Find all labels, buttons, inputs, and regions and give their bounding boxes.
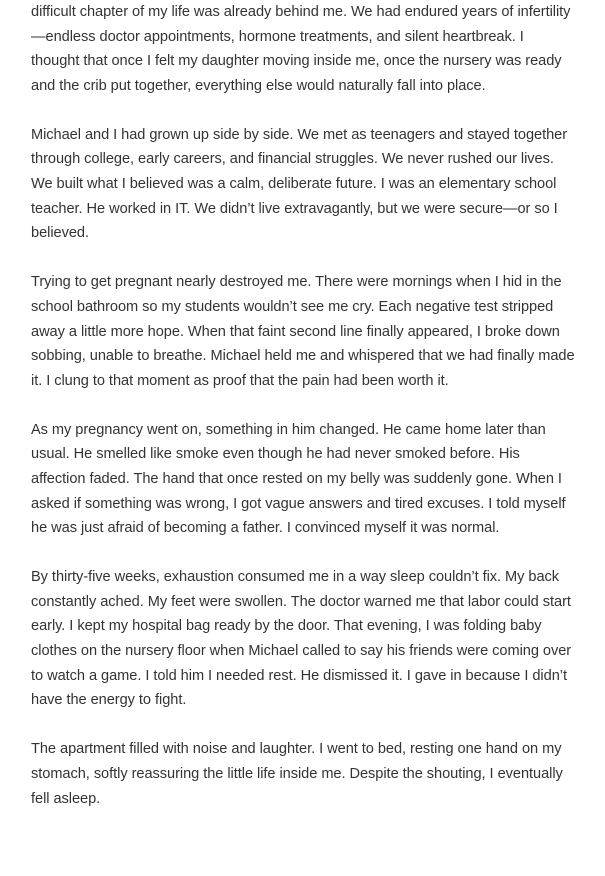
paragraph-6: The apartment filled with noise and laughter. I went to bed, resting one hand on my stomach, softly reassuring the little life inside me. Despite the shouting, I eventually fell asleep. bbox=[31, 741, 563, 807]
paragraph-5: By thirty-five weeks, exhaustion consumed me in a way sleep couldn’t fix. My back constantly ached. My feet were swollen. The doctor warned me that labor could start early. I kept my hospital bag ready by the door. That evening, I was folding baby clothes on the nursery floor when Michael called to say his friends were coming over to watch a game. I told him I needed rest. He dismissed it. I gave in because I didn’t have the energy to fight. bbox=[31, 569, 572, 709]
paragraph-4: As my pregnancy went on, something in him changed. He came home later than usual. He smelled like smoke even though he had never smoked before. His affection faded. The hand that once rested on my belly was suddenly gone. When I asked if something was wrong, I got vague answers and tired excuses. I told myself he was just afraid of becoming a father. I convinced myself it was normal. bbox=[31, 421, 566, 537]
paragraph-2: Michael and I had grown up side by side. We met as teenagers and stayed together through college, early careers, and financial struggles. We never rushed our lives. We built what I believed was a calm, deliberate future. I was an elementary school teacher. He worked in IT. We didn’t live extravagantly, but we were secure—or so I believed. bbox=[31, 126, 568, 242]
paragraph-1: difficult chapter of my life was already behind me. We had endured years of infertility—endless doctor appointments, hormone treatments, and silent heartbreak. I thought that once I felt my daughter moving inside me, once the nursery was ready and the crib put together, everything else would naturally fall into place. bbox=[31, 4, 571, 94]
article-body bbox=[31, 0, 576, 836]
paragraph-3: Trying to get pregnant nearly destroyed me. There were mornings when I hid in the school bathroom so my students wouldn’t see me cry. Each negative test stripped away a little more hope. When that faint second line finally appeared, I broke down sobbing, unable to breathe. Michael held me and whispered that we had finally made it. I clung to that moment as proof that the pain had been worth it. bbox=[31, 274, 575, 389]
